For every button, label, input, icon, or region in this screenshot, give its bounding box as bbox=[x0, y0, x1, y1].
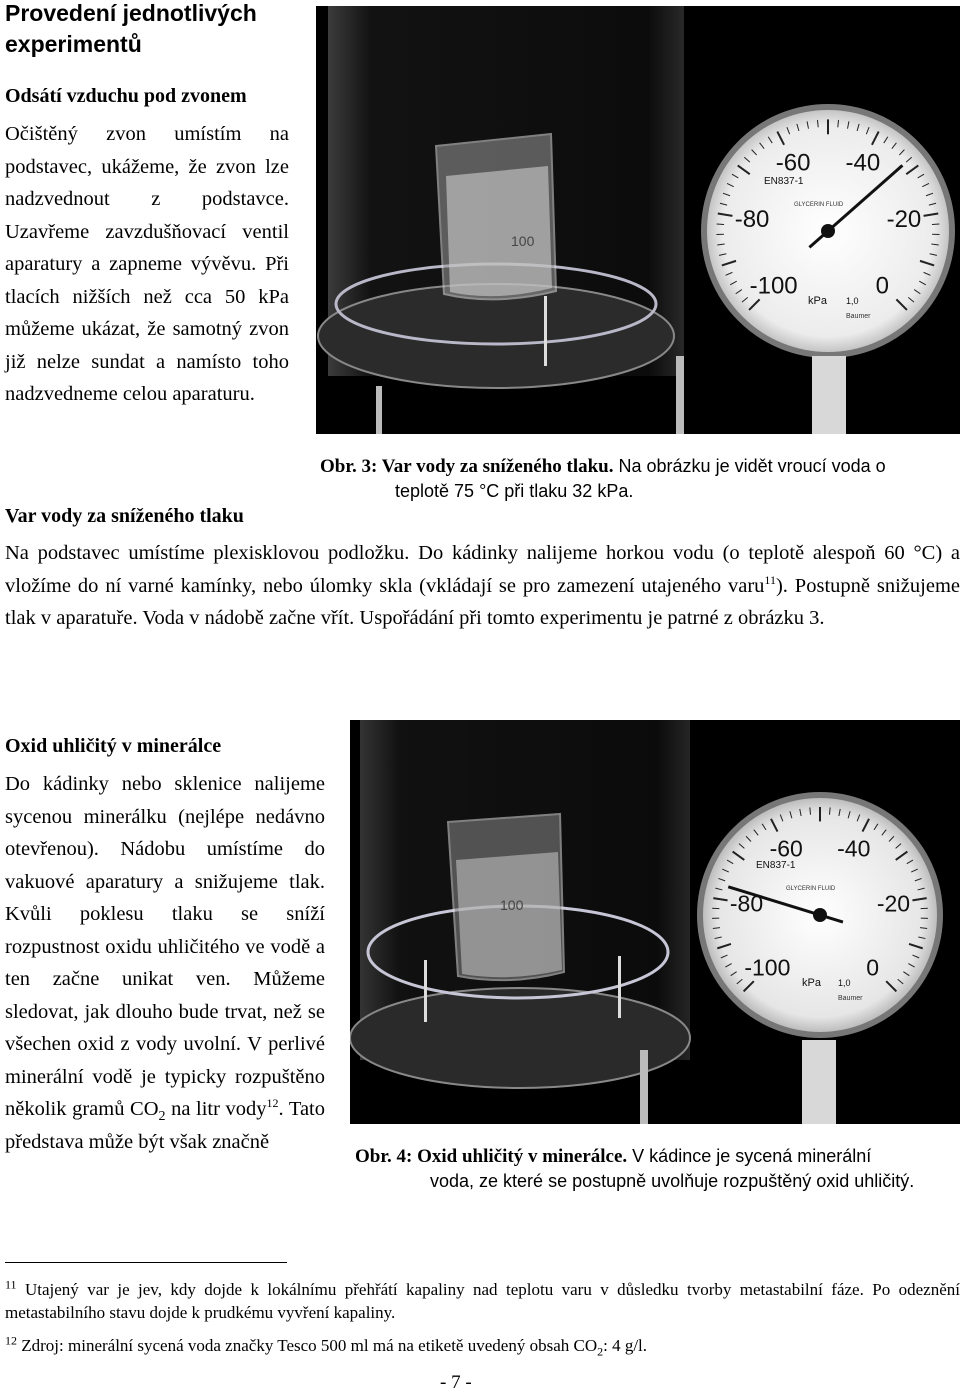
figure-4-label: Obr. 4: Oxid uhličitý v minerálce. bbox=[355, 1146, 627, 1167]
section-text-vacuum-bell: Očištěný zvon umístím na podstavec, ukážeme, že zvon lze nadzvednout z podstavce. Uzavřeme zavzdušňovací ventil aparatury a zapneme vývěvu. Při tlacích nižších než cca 50 kPa můžeme ukázat, že samotný zvon již nelze sundat a namísto toho nadzvedneme celou aparaturu. bbox=[5, 118, 289, 411]
footnote-12-text-1: Zdroj: minerální sycená voda značky Tesco 500 ml má na etiketě uvedený obsah CO bbox=[21, 1336, 597, 1355]
gauge-fluid: GLYCERIN FLUID bbox=[786, 886, 836, 892]
gauge-model: EN837-1 bbox=[756, 860, 796, 871]
section-heading-mineral-water: Oxid uhličitý v minerálce bbox=[5, 732, 221, 760]
footnote-ref-11[interactable]: 11 bbox=[764, 573, 776, 587]
gauge-tick-label: -80 bbox=[730, 890, 763, 916]
footnote-12-number: 12 bbox=[5, 1333, 17, 1347]
gauge-class: 1,0 bbox=[838, 978, 851, 988]
gauge-tick-label: -20 bbox=[887, 206, 922, 233]
gauge-tick-label: -20 bbox=[877, 890, 910, 916]
gauge-tick bbox=[829, 807, 830, 814]
stand-base bbox=[350, 988, 690, 1088]
figure-4-text-1: V kádince je sycená minerální bbox=[632, 1146, 871, 1166]
figure-4-caption bbox=[355, 1144, 960, 1193]
figure-3-label: Obr. 3: Var vody za sníženého tlaku. bbox=[320, 456, 614, 477]
footnote-separator bbox=[5, 1262, 287, 1263]
figure-4-text-2: voda, ze které se postupně uvolňuje rozpuštěný oxid uhličitý. bbox=[355, 1169, 960, 1193]
figure-3-text-1: Na obrázku je vidět vroucí voda o bbox=[619, 456, 886, 476]
mineral-text-2: na litr vody bbox=[166, 1098, 267, 1120]
figure-3-text-2: teplotě 75 °C při tlaku 32 kPa. bbox=[320, 479, 960, 503]
gauge-tick-label: -80 bbox=[735, 206, 770, 233]
footnote-12 bbox=[5, 1334, 960, 1357]
figure-3-photo bbox=[316, 6, 960, 434]
gauge-tick-label: 0 bbox=[866, 955, 879, 981]
beaker-marking: 100 bbox=[500, 897, 524, 913]
gauge-model: EN837-1 bbox=[764, 176, 804, 187]
figure-3-illustration bbox=[316, 6, 960, 434]
figure-3-caption bbox=[320, 454, 960, 503]
section-text-mineral-water bbox=[5, 768, 325, 1158]
gauge-tick bbox=[838, 120, 839, 127]
pressure-gauge bbox=[700, 795, 940, 1124]
gauge-tick bbox=[810, 807, 811, 814]
footnote-12-text-2: : 4 g/l. bbox=[603, 1336, 647, 1355]
gauge-unit: kPa bbox=[808, 295, 828, 307]
section-text-boiling bbox=[5, 537, 960, 635]
gauge-tick bbox=[817, 120, 818, 127]
mineral-text-3: . Tato představa může být však značně bbox=[5, 1098, 325, 1153]
footnote-11-text: Utajený var je jev, kdy dojde k lokálnímu přehřátí kapaliny nad teplotu varu v důsledku tvorby metastabilní fáze. Po odeznění metastabilního stavu dojde k prudkému vyvření kapaliny. bbox=[5, 1280, 960, 1322]
boiling-text-1: Na podstavec umístíme plexisklovou podložku. Do kádinky nalijeme horkou vodu (o teplotě alespoň 60 °C) a vložíme do ní varné kamínky, nebo úlomky skla (vkládají se pro zamezení utajeného varu bbox=[5, 542, 960, 597]
figure-4-photo bbox=[350, 720, 960, 1124]
page-number: - 7 - bbox=[440, 1372, 472, 1394]
gauge-unit: kPa bbox=[802, 977, 822, 989]
footnote-ref-12[interactable]: 12 bbox=[267, 1096, 279, 1110]
gauge-tick-label: -40 bbox=[837, 836, 870, 862]
gauge-brand: Baumer bbox=[846, 313, 871, 320]
gauge-tick-label: -100 bbox=[750, 272, 798, 299]
gauge-tick-label: -40 bbox=[846, 149, 881, 176]
gauge-class: 1,0 bbox=[846, 296, 859, 306]
gauge-fluid: GLYCERIN FLUID bbox=[794, 202, 844, 208]
section-heading-boiling: Var vody za sníženého tlaku bbox=[5, 502, 244, 530]
footnote-12-subscript: 2 bbox=[597, 1344, 603, 1358]
gauge-tick-label: 0 bbox=[876, 272, 889, 299]
footnote-11 bbox=[5, 1278, 960, 1324]
boiling-text-2: ). Postupně snižujeme tlak v aparatuře. Voda v nádobě začne vřít. Uspořádání při tomto experimentu je patrné z obrázku 3. bbox=[5, 575, 960, 630]
gauge-brand: Baumer bbox=[838, 995, 863, 1002]
gauge-tick-label: -100 bbox=[744, 955, 790, 981]
pressure-gauge bbox=[704, 107, 952, 434]
page-title: Provedení jednotlivých experimentů bbox=[5, 0, 305, 60]
gauge-tick-label: -60 bbox=[776, 149, 811, 176]
mineral-text-1: Do kádinky nebo sklenice nalijeme sycenou minerálku (nejlépe nedávno otevřenou). Nádobu umístíme do vakuové aparatury a snižujeme tlak. Kvůli poklesu tlaku se sníží rozpustnost oxidu uhličitého ve vodě a ten začne unikat ven. Můžeme sledovat, jak dlouho bude trvat, než se všechen oxid z vody uvolní. V perlivé minerální vodě je typicky rozpuštěno několik gramů CO bbox=[5, 773, 325, 1120]
section-heading-vacuum-bell: Odsátí vzduchu pod zvonem bbox=[5, 82, 247, 110]
co2-subscript: 2 bbox=[159, 1109, 166, 1124]
footnote-11-number: 11 bbox=[5, 1277, 17, 1291]
figure-4-illustration bbox=[350, 720, 960, 1124]
beaker-marking: 100 bbox=[511, 233, 535, 249]
gauge-tick-label: -60 bbox=[770, 836, 803, 862]
